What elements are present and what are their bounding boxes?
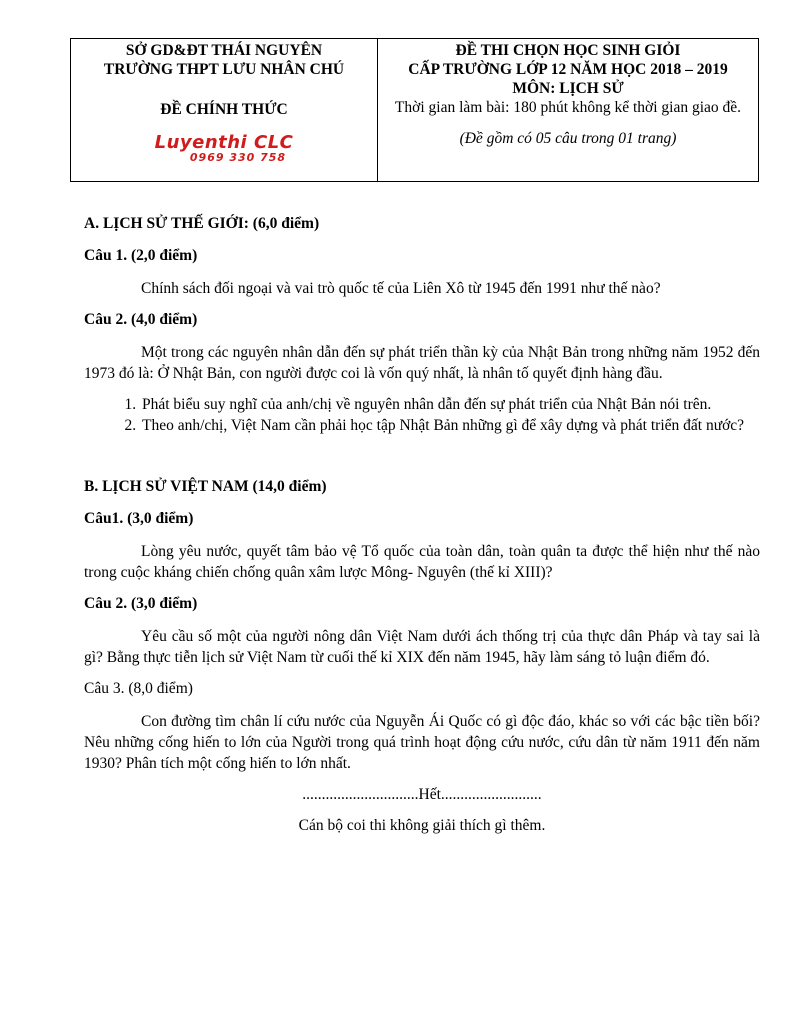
end-marker: ..............................Hết..........................: [302, 786, 542, 803]
section-b-q1-title: Câu1. (3,0 điểm): [84, 510, 194, 527]
exam-title: ĐỀ THI CHỌN HỌC SINH GIỎI: [455, 42, 681, 59]
department-name: SỞ GD&ĐT THÁI NGUYÊN: [125, 42, 323, 59]
section-a-heading: A. LỊCH SỬ THẾ GIỚI: (6,0 điểm): [84, 215, 320, 232]
proctor-note: Cán bộ coi thi không giải thích gì thêm.: [298, 817, 546, 834]
section-a-q1-text: Chính sách đối ngoại và vai trò quốc tế của Liên Xô từ 1945 đến 1991 như thế nào?: [141, 280, 661, 297]
section-b-q2-title: Câu 2. (3,0 điểm): [84, 595, 198, 612]
exam-content: [84, 213, 760, 836]
exam-time: Thời gian làm bài: 180 phút không kể thời gian giao đề.: [394, 99, 742, 116]
list-item: 1. Phát biểu suy nghĩ của anh/chị về nguyên nhân dẫn đến sự phát triển của Nhật Bản nói trên.: [140, 394, 760, 415]
exam-header-table: [70, 38, 759, 182]
school-name: TRƯỜNG THPT LƯU NHÂN CHÚ: [103, 61, 345, 78]
section-a-q1-title: Câu 1. (2,0 điểm): [84, 247, 198, 264]
official-exam-label: ĐỀ CHÍNH THỨC: [160, 101, 288, 118]
exam-info: [378, 39, 758, 181]
school-info: [71, 39, 378, 181]
section-a-q2-text: Một trong các nguyên nhân dẫn đến sự phát triển thần kỳ của Nhật Bản trong những năm 1952 đến 1973 đó là: Ở Nhật Bản, con người được coi là vốn quý nhất, là nhân tố quyết định hàng đầu.: [84, 344, 760, 382]
section-b-q1-text: Lòng yêu nước, quyết tâm bảo vệ Tổ quốc của toàn dân, toàn quân ta được thể hiện như thế nào trong cuộc kháng chiến chống quân xâm lược Mông- Nguyên (thế kỉ XIII)?: [84, 543, 760, 581]
section-a-q2-title: Câu 2. (4,0 điểm): [84, 311, 198, 328]
section-b-q3-text: Con đường tìm chân lí cứu nước của Nguyễn Ái Quốc có gì độc đáo, khác so với các bậc tiền bối? Nêu những cống hiến to lớn của Người trong quá trình hoạt động cứu nước, cứu dân từ năm 1911 đến năm 1930? Phân tích một cống hiến to lớn nhất.: [84, 713, 760, 772]
section-b-q3-title: Câu 3. (8,0 điểm): [84, 680, 193, 697]
section-b-heading: B. LỊCH SỬ VIỆT NAM (14,0 điểm): [84, 478, 327, 495]
luyenthi-stamp-logo: [155, 133, 294, 164]
stamp-name: Luyenthi CLC: [154, 132, 294, 153]
exam-page-note: (Đề gồm có 05 câu trong 01 trang): [459, 130, 677, 147]
exam-level-year: CẤP TRƯỜNG LỚP 12 NĂM HỌC 2018 – 2019: [408, 61, 728, 78]
stamp-phone: 0969 330 758: [189, 151, 287, 164]
exam-subject: MÔN: LỊCH SỬ: [512, 80, 624, 97]
section-a-q2-items: [84, 394, 760, 436]
list-item: 2. Theo anh/chị, Việt Nam cần phải học tập Nhật Bản những gì để xây dựng và phát triển đất nước?: [140, 415, 760, 436]
section-b-q2-text: Yêu cầu số một của người nông dân Việt Nam dưới ách thống trị của thực dân Pháp và tay sai là gì? Bằng thực tiễn lịch sử Việt Nam từ cuối thế kỉ XIX đến năm 1945, hãy làm sáng tỏ luận điểm đó.: [84, 628, 760, 666]
